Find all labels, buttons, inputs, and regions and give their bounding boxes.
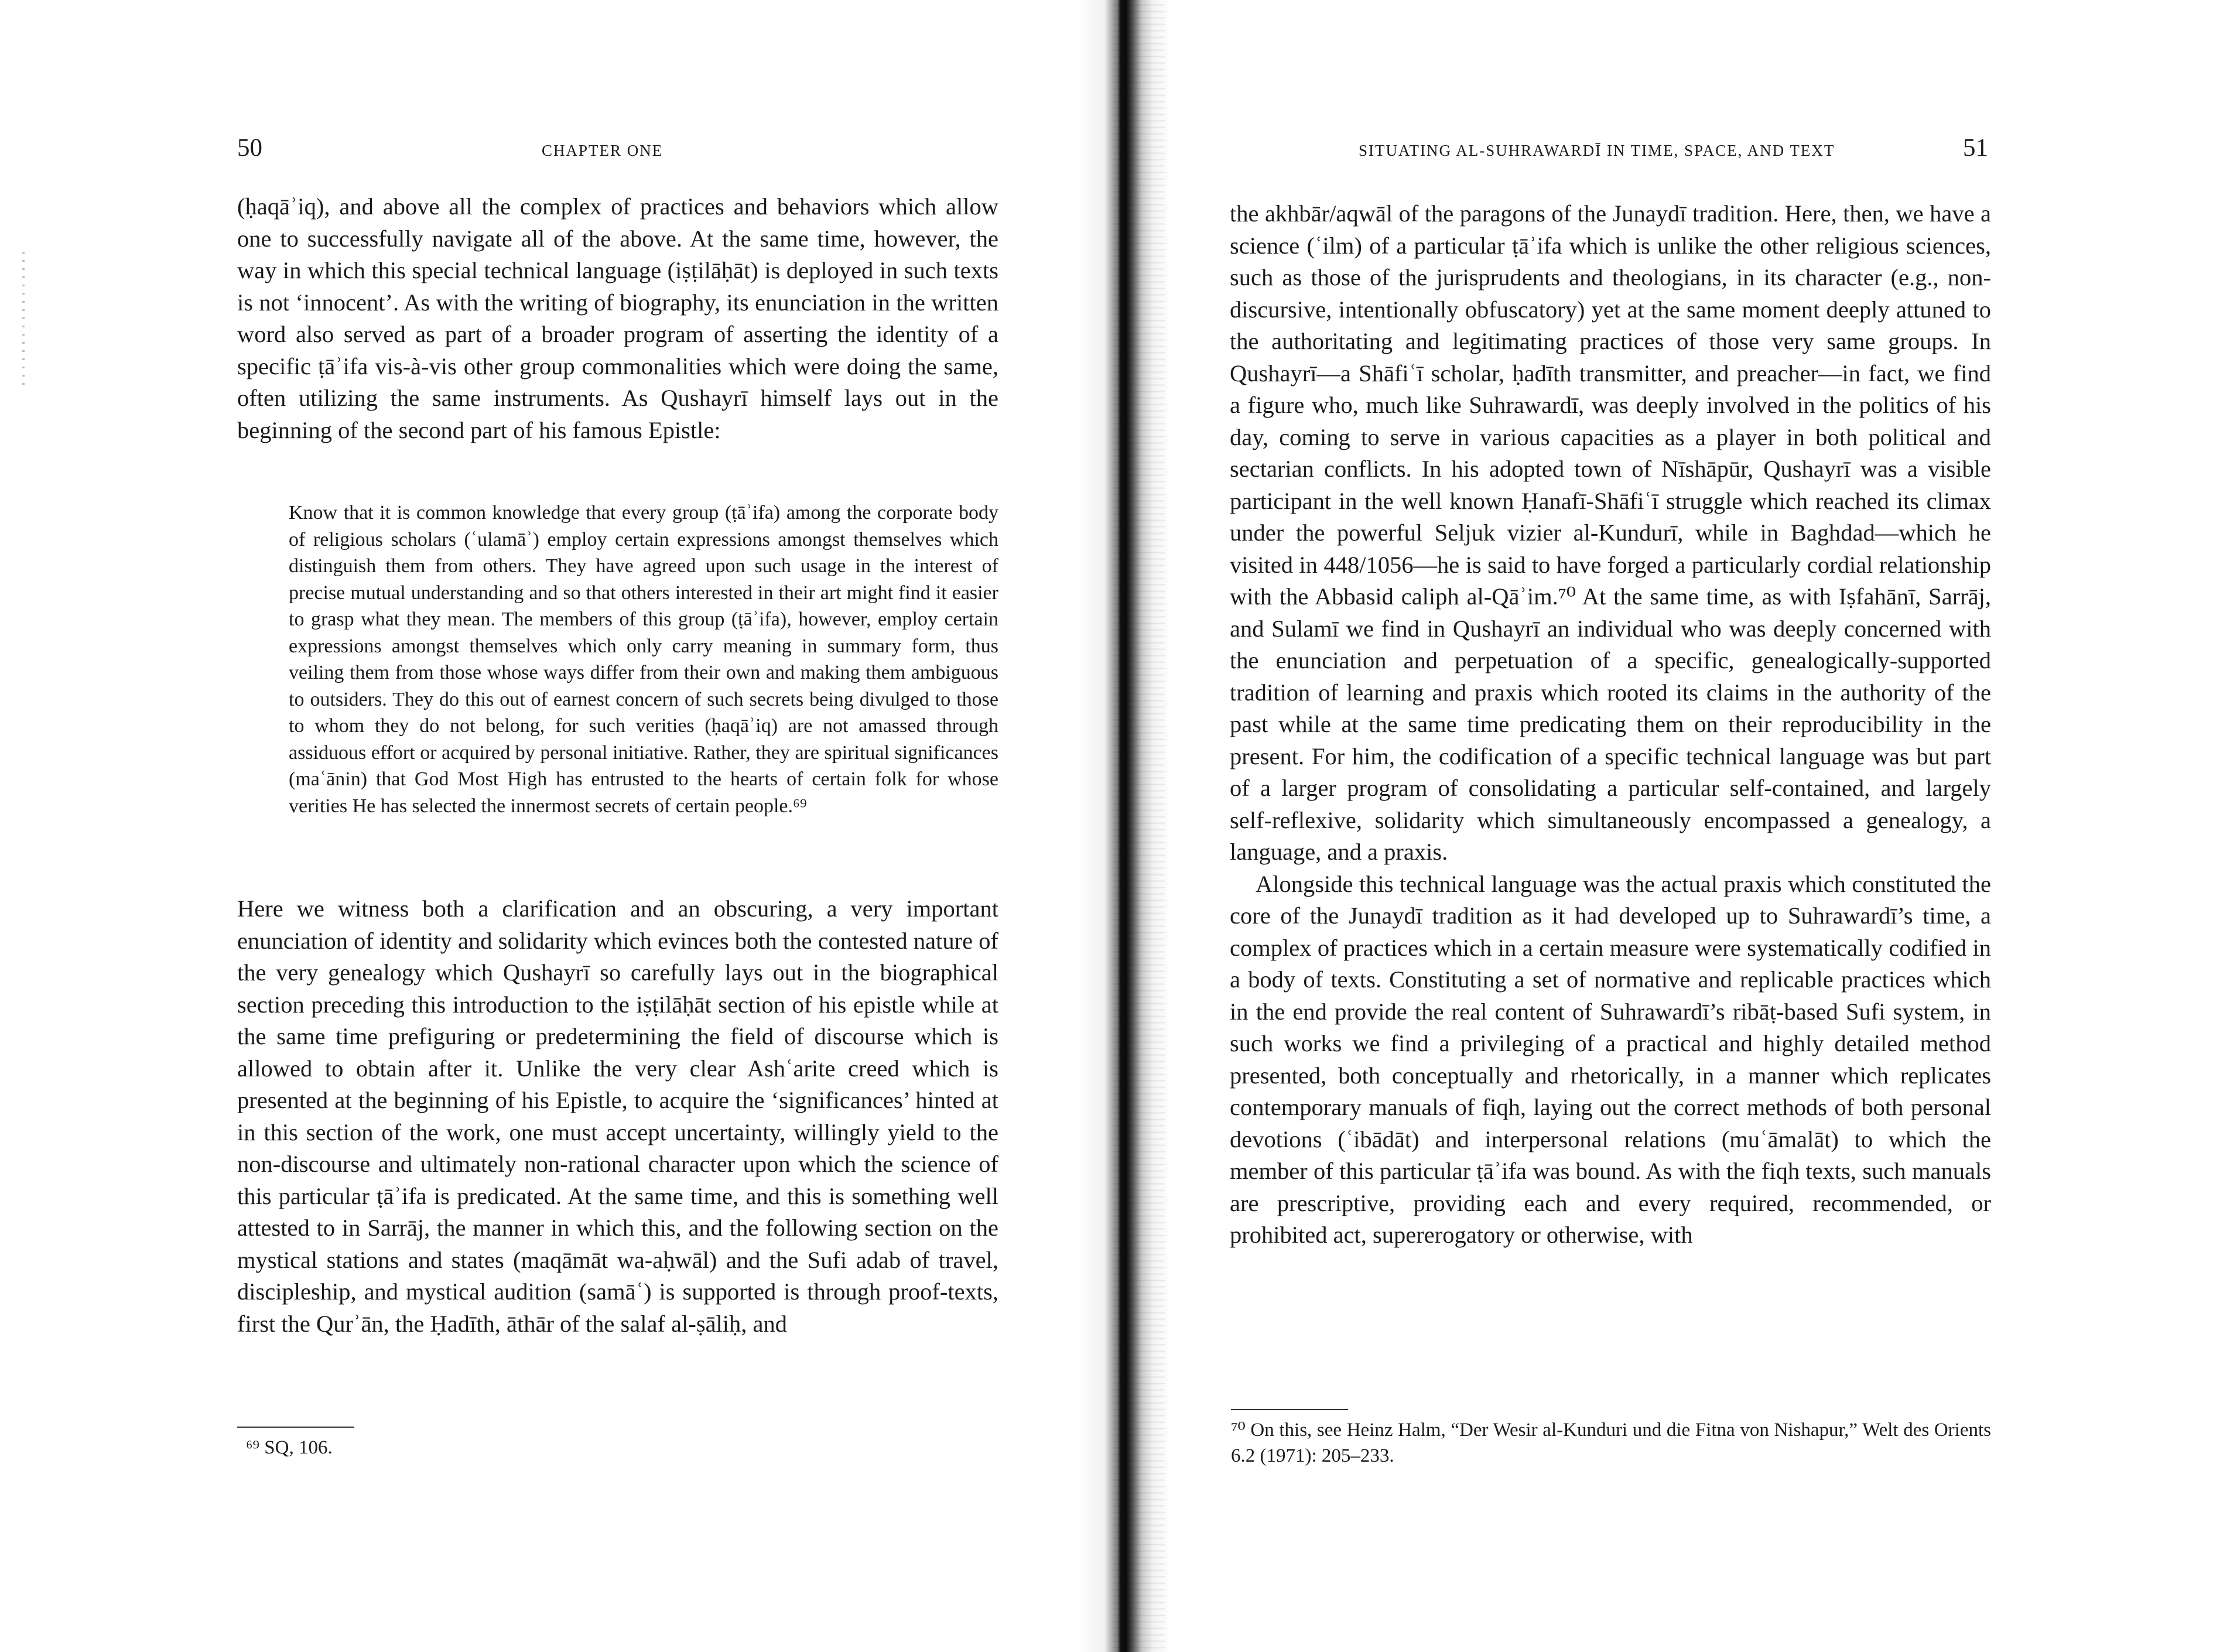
left-paragraph-top — [237, 191, 998, 446]
block-quote-text: Know that it is common knowledge that every group (ṭāʾifa) among the corporate body of religious scholars (ʿulamāʾ) employ certain expressions amongst themselves which distinguish them from others. They have agreed upon such usage in the interest of precise mutual understanding and so that others interested in their art might find it easier to grasp what they mean. The members of this group (ṭāʾifa), however, employ certain expressions amongst themselves which only carry meaning in summary form, thus veiling them from those whose ways differ from their own and making them ambiguous to outsiders. They do this out of earnest concern of such secrets being divulged to those to whom they do not belong, for such verities (ḥaqāʾiq) are not amassed through assiduous effort or acquired by personal initiative. Rather, they are spiritual significances (maʿānin) that God Most High has entrusted to the hearts of certain folk for whose verities He has selected the innermost secrets of certain people.⁶⁹ — [289, 502, 998, 817]
left-page-header — [237, 134, 998, 169]
right-footnote-rule — [1231, 1409, 1348, 1410]
gutter-scan-noise — [1113, 0, 1165, 1652]
right-page-header — [1359, 134, 1991, 169]
right-paragraph-1: the akhbār/aqwāl of the paragons of the Junaydī tradition. Here, then, we have a science (ʿilm) of a particular ṭāʾifa which is unlike the other religious sciences, such as those of the jurisprudents and theologians, in its character (e.g., non-discursive, intentionally obfuscatory) yet at the same moment deeply attuned to the authoritating and legitimating practices of those very same groups. In Qushayrī—a Shāfiʿī scholar, ḥadīth transmitter, and preacher—in fact, we find a figure who, much like Suhrawardī, was deeply involved in the politics of his day, coming to serve in various capacities as a player in both political and sectarian conflicts. In his adopted town of Nīshāpūr, Qushayrī was a visible participant in the well known Ḥanafī-Shāfiʿī struggle which reached its climax under the powerful Seljuk vizier al-Kundurī, while in Baghdad—which he visited in 448/1056—he is said to have forged a particularly cordial relationship with the Abbasid caliph al-Qāʾim.⁷⁰ At the same time, as with Iṣfahānī, Sarrāj, and Sulamī we find in Qushayrī an individual who was deeply concerned with the enunciation and perpetuation of a specific, genealogically-supported tradition of learning and praxis which rooted its claims in the authority of the past while at the same time predicating them on their reproducibility in the present. For him, the codification of a specific technical language was but part of a larger program of consolidating a particular self-contained, and largely self-reflexive, solidarity which simultaneously encompassed a genealogy, a language, and a praxis. — [1230, 200, 1991, 865]
block-quote — [289, 500, 998, 819]
left-footnote-text: ⁶⁹ SQ, 106. — [246, 1437, 333, 1458]
left-paragraph-bottom — [237, 893, 998, 1340]
right-body — [1230, 198, 1991, 1251]
page-edge-marks — [22, 252, 25, 387]
right-page-number: 51 — [1963, 134, 1988, 162]
left-running-head: CHAPTER ONE — [542, 142, 663, 159]
left-page-number: 50 — [237, 134, 262, 162]
left-footnote-rule — [237, 1427, 354, 1428]
right-paragraph-2: Alongside this technical language was the actual praxis which constituted the core of the Junaydī tradition as it had developed up to Suhrawardī’s time, a complex of practices which in a certain measure were systematically codified in a body of texts. Constituting a set of normative and replicable practices which in the end provide the real content of Suhrawardī’s ribāṭ-based Sufi system, in such works we find a privileging of a practical and highly detailed method presented, both conceptually and rhetorically, in a manner which replicates contemporary manuals of fiqh, laying out the correct methods of both personal devotions (ʿibādāt) and interpersonal relations (muʿāmalāt) to which the member of this particular ṭāʾifa was bound. As with the fiqh texts, such manuals are prescriptive, providing each and every required, recommended, or prohibited act, supererogatory or otherwise, with — [1230, 870, 1991, 1248]
left-paragraph-bottom-text: Here we witness both a clarification and an obscuring, a very important enunciation of identity and solidarity which evinces both the contested nature of the very genealogy which Qushayrī so carefully lays out in the biographical section preceding this introduction to the iṣṭilāḥāt section of his epistle while at the same time prefiguring or predetermining the field of discourse which is allowed to obtain after it. Unlike the very clear Ashʿarite creed which is presented at the beginning of his Epistle, to acquire the ‘significances’ hinted at in this section of the work, one must accept uncertainty, willingly yield to the non-discourse and ultimately non-rational character upon which the science of this particular ṭāʾifa is predicated. At the same time, and this is something well attested to in Sarrāj, the manner in which this, and the following section on the mystical stations and states (maqāmāt wa-aḥwāl) and the Sufi adab of travel, discipleship, and mystical audition (samāʿ) is supported is through proof-texts, first the Qurʾān, the Ḥadīth, āthār of the salaf al-ṣāliḥ, and — [237, 895, 998, 1337]
right-footnote — [1231, 1417, 1991, 1469]
left-paragraph-top-text: (ḥaqāʾiq), and above all the complex of practices and behaviors which allow one to successfully navigate all of the above. At the same time, however, the way in which this special technical language (iṣṭilāḥāt) is deployed in such texts is not ‘innocent’. As with the writing of biography, its enunciation in the written word also served as part of a broader program of asserting the identity of a specific ṭāʾifa vis-à-vis other group commonalities which were doing the same, often utilizing the same instruments. As Qushayrī himself lays out in the beginning of the second part of his famous Epistle: — [237, 193, 998, 443]
right-footnote-text: ⁷⁰ On this, see Heinz Halm, “Der Wesir al-Kunduri und die Fitna von Nishapur,” Welt des Orients 6.2 (1971): 205–233. — [1231, 1420, 1991, 1466]
left-footnote — [246, 1435, 773, 1461]
right-running-head: SITUATING AL-SUHRAWARDĪ IN TIME, SPACE, AND TEXT — [1359, 142, 1835, 159]
